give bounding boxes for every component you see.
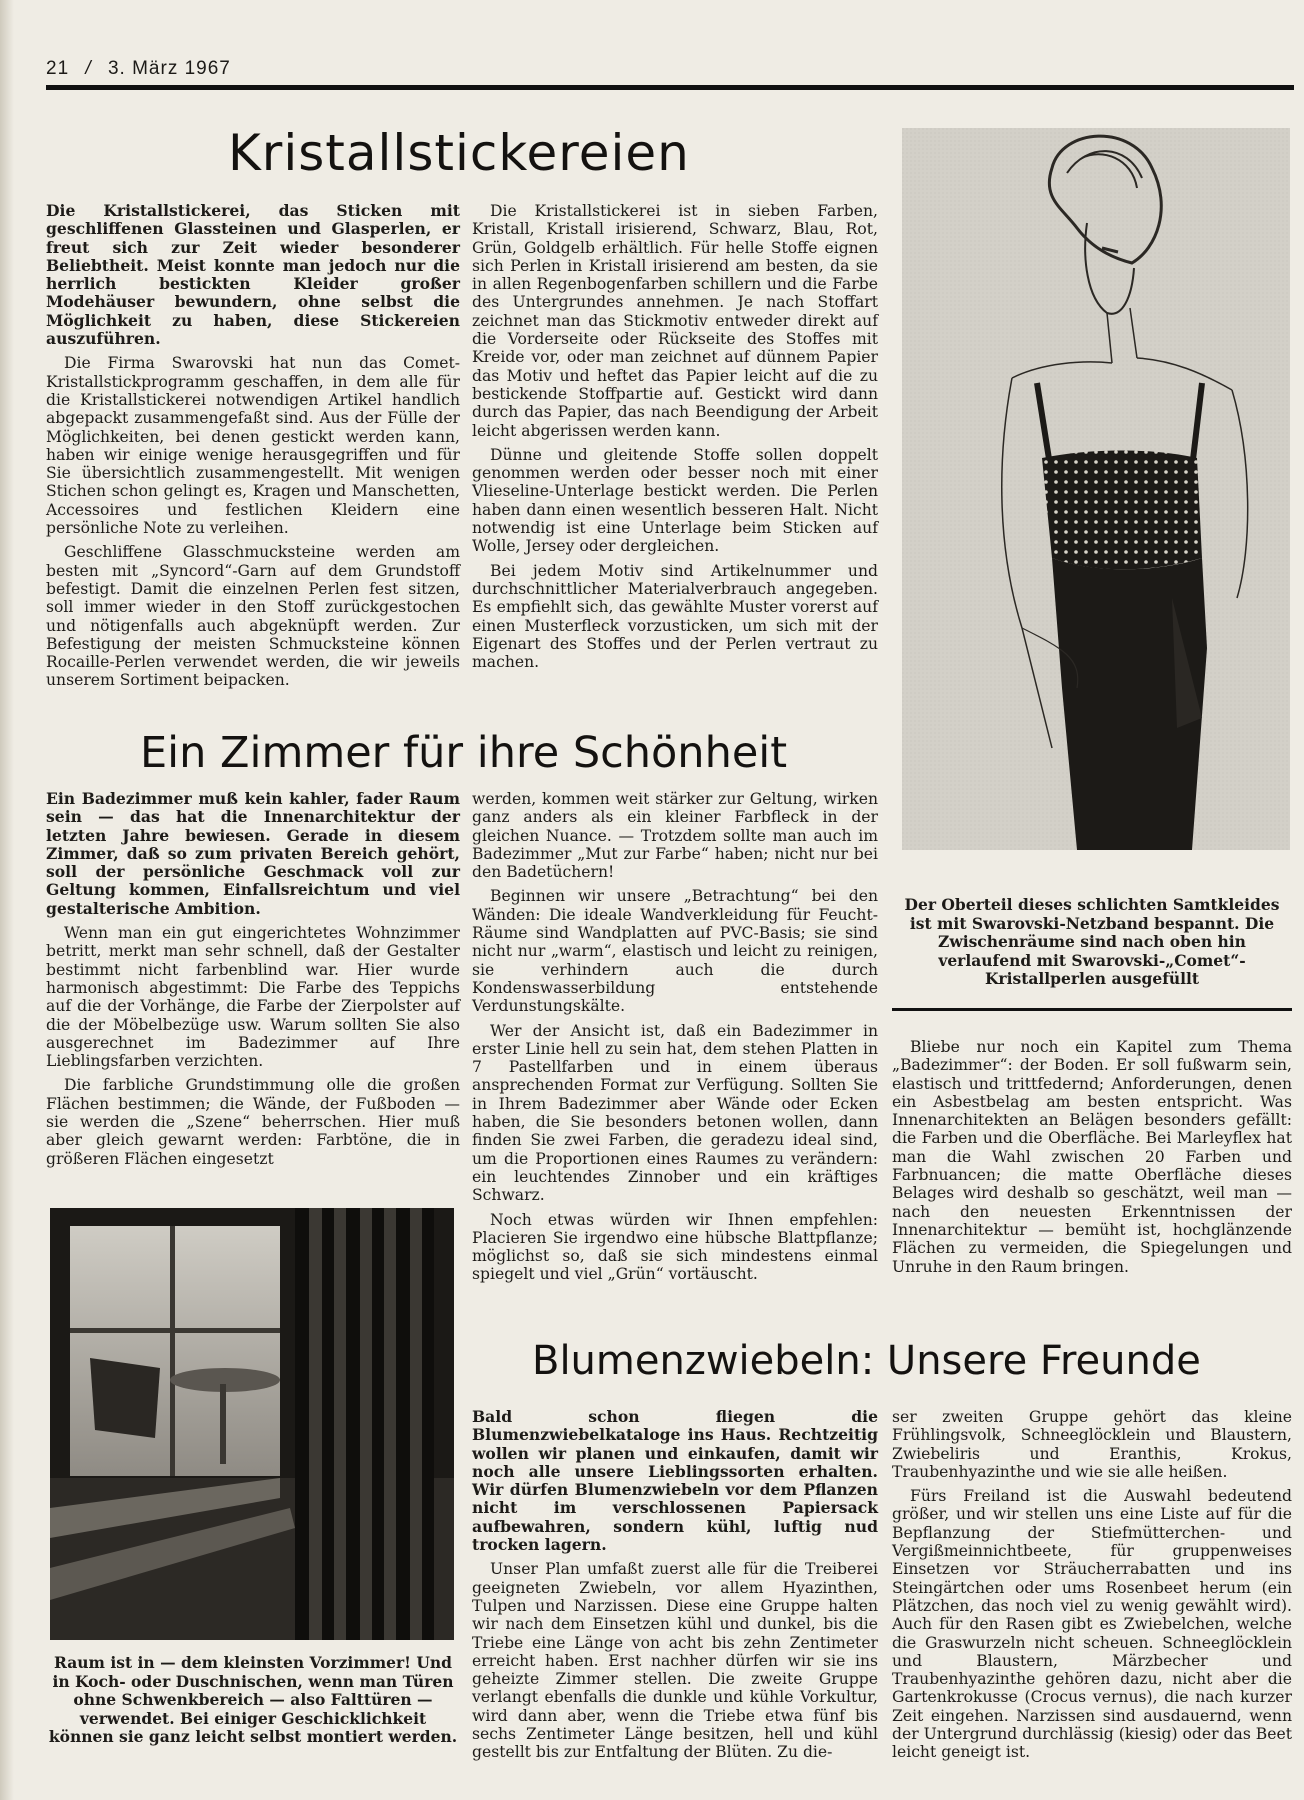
zimmer-headline: Ein Zimmer für ihre Schönheit (140, 728, 788, 778)
room-photo-drawing (50, 1208, 454, 1640)
zimmer-paragraph: Wer der Ansicht ist, daß ein Badezimmer in erster Linie hell zu sein hat, dem stehen Platten in 7 Pastellfarben und in einem überaus ansprechenden Format zur Verfügung. Sollten Sie in Ihrem Badezimmer aber Wände oder Ecken haben, die Sie besonders betonen wollen, dann finden Sie zwei Farben, die geradezu ideal sind, um die Proportionen eines Raumes zu verändern: ein leuchtendes Zinnober und ein kräftiges Schwarz. (472, 1021, 878, 1205)
dress-illustration (902, 128, 1290, 850)
blumen-paragraph: Unser Plan umfaßt zuerst alle für die Treiberei geeigneten Zwiebeln, vor allem Hyazinthen, Tulpen und Narzissen. Diese eine Gruppe halten wir nach dem Einsetzen kühl und dunkel, bis die Triebe eine Länge von acht bis zehn Zentimeter erreicht haben. Erst nachher dürfen wir sie ins geheizte Zimmer stellen. Die zweite Gruppe verlangt ebenfalls die dunkle und kühle Vorkultur, wird dann aber, wenn die Triebe etwa fünf bis sechs Zentimeter Länge besitzen, hell und kühl gestellt bis zur Entfaltung der Blüten. Zu die- (472, 1560, 878, 1762)
zimmer-column-1 (46, 790, 460, 1174)
zimmer-paragraph: Wenn man ein gut eingerichtetes Wohnzimmer betritt, merkt man sehr schnell, daß der Gestalter bestimmt nicht farbenblind war. Hier wurde harmonisch abgestimmt: Die Farbe des Teppichs auf die der Vorhänge, die Farbe der Zierpolster auf die der Möbelbezüge usw. Warum sollten Sie also ausgerechnet im Badezimmer auf Ihre Lieblingsfarben verzichten. (46, 924, 460, 1071)
zimmer-paragraph: Die farbliche Grundstimmung olle die großen Flächen bestimmen; die Wände, der Fußboden — sie werden die „Szene“ beherrschen. Hier muß aber gleich gewarnt werden: Farbtöne, die in größeren Flächen eingesetzt (46, 1076, 460, 1168)
zimmer-paragraph: Noch etwas würden wir Ihnen empfehlen: Placieren Sie irgendwo eine hübsche Blattpflanze; möglichst so, daß sie sich mindestens einmal spiegelt und viel „Grün“ vortäuscht. (472, 1210, 878, 1284)
page-spine-shadow (0, 0, 14, 1800)
kristall-paragraph: Geschliffene Glasschmucksteine werden am besten mit „Syncord“-Garn auf dem Grundstoff befestigt. Damit die einzelnen Perlen fest sitzen, soll immer wieder in den Stoff zurückgestochen und nötigenfalls auch abgeknüpft werden. Zur Befestigung der meisten Schmucksteine können Rocaille-Perlen verwendet werden, die wir jeweils unserem Sortiment beipacken. (46, 543, 460, 690)
page-number: 21 (46, 58, 70, 79)
zimmer-paragraph: werden, kommen weit stärker zur Geltung, wirken ganz anders als ein kleiner Farbfleck in der gleichen Nuance. — Trotzdem sollte man auch im Badezimmer „Mut zur Farbe“ haben; nicht nur bei den Badetüchern! (472, 790, 878, 882)
issue-date: 3. März 1967 (107, 58, 231, 79)
zimmer-column-3 (892, 1038, 1292, 1282)
blumen-column-1 (472, 1408, 878, 1768)
kristall-paragraph: Die Firma Swarovski hat nun das Comet-Kristallstickprogramm geschaffen, in dem alle für die Kristallstickerei notwendigen Artikel handlich abgepackt zusammengefaßt sind. Aus der Fülle der Möglichkeiten, bei denen gestickt werden kann, haben wir einige wenige herausgegriffen und für Sie übersichtlich zusammengestellt. Mit wenigen Stichen schon gelingt es, Kragen und Manschetten, Accessoires und festlichen Kleidern eine persönliche Note zu verleihen. (46, 354, 460, 538)
room-photo (50, 1208, 454, 1640)
page-folio (46, 58, 231, 80)
kristall-paragraph: Die Kristallstickerei ist in sieben Farben, Kristall, Kristall irisierend, Schwarz, Blau, Rot, Grün, Goldgelb erhältlich. Für helle Stoffe eignen sich Perlen in Kristall irisierend am besten, da sie in allen Regenbogenfarben schillern und die Farbe des Untergrundes annehmen. Je nach Stoffart zeichnet man das Stickmotiv entweder direkt auf die Vorderseite oder Rückseite des Stoffes mit Kreide vor, oder man zeichnet auf dünnem Papier das Motiv und heftet das Papier leicht auf die zu bestickende Stoffpartie auf. Gestickt wird dann durch das Papier, das nach Beendigung der Arbeit leicht abgerissen werden kann. (472, 202, 878, 440)
kristall-column-1 (46, 202, 460, 696)
room-caption: Raum ist in — dem kleinsten Vorzimmer! Und in Koch- oder Duschnischen, wenn man Türen ohne Schwenkbereich — also Falttüren — verwendet. Bei einiger Geschicklichkeit können sie ganz leicht selbst montiert werden. (48, 1653, 458, 1746)
folio-separator: / (85, 58, 92, 79)
blumen-paragraph: Fürs Freiland ist die Auswahl bedeutend größer, und wir stellen uns eine Liste auf für die Bepflanzung der Stiefmütterchen- und Vergißmeinnichtbeete, für gruppenweises Einsetzen vor Sträucherrabatten und ins Steingärtchen oder ums Rosenbeet herum (ein Plätzchen, das noch viel zu wenig gewählt wird). Auch für den Rasen gibt es Zwiebelchen, welche die Graswurzeln nicht scheuen. Schneeglöcklein und Blaustern, Märzbecher und Traubenhyazinthe gehören dazu, nicht aber die Gartenkrokusse (Crocus vernus), die nach kurzer Zeit eingehen. Narzissen sind ausdauernd, wenn der Untergrund durchlässig (kiesig) oder das Beet leicht geneigt ist. (892, 1487, 1292, 1762)
zimmer-lead: Ein Badezimmer muß kein kahler, fader Raum sein — das hat die Innenarchitektur der letzten Jahre bewiesen. Gerade in diesem Zimmer, daß so zum privaten Bereich gehört, soll der persönliche Geschmack voll zur Geltung kommen, Einfallsreichtum und viel gestalterische Ambition. (46, 789, 460, 918)
blumen-column-2 (892, 1408, 1292, 1768)
zimmer-paragraph: Bliebe nur noch ein Kapitel zum Thema „Badezimmer“: der Boden. Er soll fußwarm sein, elastisch und trittfedernd; Anforderungen, denen ein Asbestbelag am besten entspricht. Was Innenarchitekten an Belägen besonders gefällt: die Farben und die Oberfläche. Bei Marleyflex hat man die Wahl zwischen 20 Farben und Farbnuancen; die matte Oberfläche dieses Belages wird deshalb so geschätzt, weil man — nach den neuesten Erkenntnissen der Innenarchitektur — bemüht ist, hochglänzende Flächen zu vermeiden, die Spiegelungen und Unruhe in den Raum bringen. (892, 1038, 1292, 1276)
kristall-headline: Kristallstickereien (228, 124, 690, 182)
dress-drawing (902, 128, 1290, 850)
zimmer-paragraph: Beginnen wir unsere „Betrachtung“ bei den Wänden: Die ideale Wandverkleidung für Feucht-Räume sind Wandplatten auf PVC-Basis; sie sind nicht nur „warm“, elastisch und leicht zu reinigen, sie verhindern auch die durch Kondenswasserbildung entstehende Verdunstungskälte. (472, 887, 878, 1016)
kristall-lead: Die Kristallstickerei, das Sticken mit geschliffenen Glassteinen und Glasperlen, er freut sich zur Zeit wieder besonderer Beliebtheit. Meist konnte man jedoch nur die herrlich bestickten Kleider großer Modehäuser bewundern, ohne selbst die Möglichkeit zu haben, diese Stickereien auszuführen. (46, 201, 460, 349)
blumen-paragraph: ser zweiten Gruppe gehört das kleine Frühlingsvolk, Schneeglöcklein und Blaustern, Zwiebeliris und Eranthis, Krokus, Traubenhyazinthe und wie sie alle heißen. (892, 1408, 1292, 1481)
blumen-lead: Bald schon fliegen die Blumenzwiebelkataloge ins Haus. Rechtzeitig wollen wir planen und einkaufen, damit wir noch alle unsere Lieblingssorten erhalten. Wir dürfen Blumenzwiebeln vor dem Pflanzen nicht im verschlossenen Papiersack aufbewahren, sondern kühl, luftig nud trocken lagern. (472, 1407, 878, 1555)
blumen-headline: Blumenzwiebeln: Unsere Freunde (532, 1338, 1201, 1384)
header-rule (46, 85, 1294, 90)
zimmer-column-2 (472, 790, 878, 1290)
caption-rule (892, 1008, 1292, 1011)
dress-caption: Der Oberteil dieses schlichten Samtkleides ist mit Swarovski-Netzband bespannt. Die Zwischenräume sind nach oben hin verlaufend mit Swarovski-„Comet“-Kristallperlen ausgefüllt (904, 895, 1280, 988)
kristall-column-2 (472, 202, 878, 677)
kristall-paragraph: Dünne und gleitende Stoffe sollen doppelt genommen werden oder besser noch mit einer Vlieseline-Unterlage bestickt werden. Die Perlen haben dann einen wesentlich besseren Halt. Nicht notwendig ist eine Unterlage beim Sticken auf Wolle, Jersey oder dergleichen. (472, 445, 878, 556)
kristall-paragraph: Bei jedem Motiv sind Artikelnummer und durchschnittlicher Materialverbrauch angegeben. Es empfiehlt sich, das gewählte Muster vorerst auf einen Musterfleck vorzusticken, um sich mit der Eigenart des Stoffes und der Perlen vertraut zu machen. (472, 561, 878, 672)
